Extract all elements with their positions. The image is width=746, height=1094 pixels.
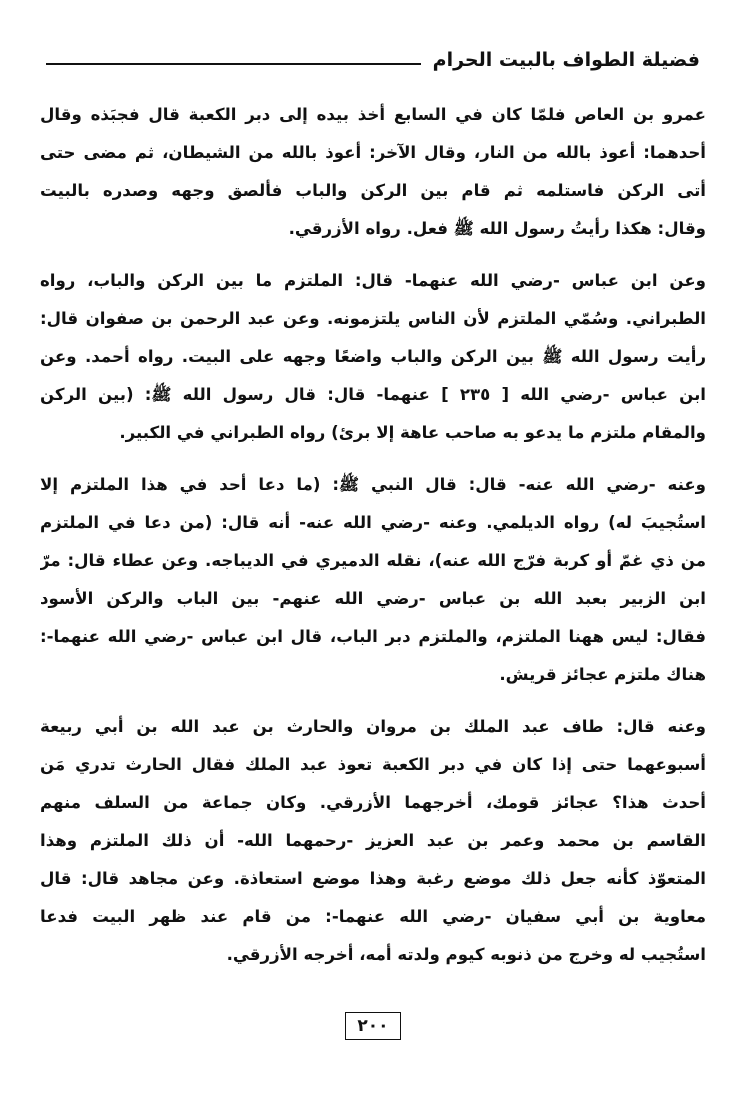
text-line: ابن عباس -رضي الله [ ٢٣٥ ] عنهما- قال: قال رسول الله ﷺ: (بين الركن — [40, 385, 706, 404]
page-number: ٢٠٠ — [345, 1012, 401, 1040]
text-line: وعنه -رضي الله عنه- قال: قال النبي ﷺ: (ما دعا أحد في هذا الملتزم إلا — [40, 475, 706, 494]
paragraph — [40, 466, 706, 694]
text-line: هناك ملتزم عجائز قريش. — [499, 665, 706, 684]
paragraph — [40, 708, 706, 974]
text-line: أحدث هذا؟ عجائز قومك، أخرجهما الأزرقي. وكان جماعة من السلف منهم — [40, 793, 706, 812]
body-text — [40, 96, 706, 988]
text-line: وقال: هكذا رأيتُ رسول الله ﷺ فعل. رواه الأزرقي. — [288, 219, 706, 238]
text-line: القاسم بن محمد وعمر بن عبد العزيز -رحمهما الله- أن ذلك الملتزم وهذا — [40, 831, 706, 850]
text-line: أحدهما: أعوذ بالله من النار، وقال الآخر: أعوذ بالله من الشيطان، ثم مضى حتى — [40, 143, 706, 162]
text-line: وعن ابن عباس -رضي الله عنهما- قال: الملتزم ما بين الركن والباب، رواه — [40, 271, 706, 290]
paragraph — [40, 262, 706, 452]
running-header — [46, 40, 700, 80]
header-rule — [46, 63, 421, 65]
header-title: فضيلة الطواف بالبيت الحرام — [432, 49, 700, 71]
text-line: وعنه قال: طاف عبد الملك بن مروان والحارث بن عبد الله بن أبي ربيعة — [40, 717, 706, 736]
text-line: أسبوعهما حتى إذا كان في دبر الكعبة تعوذ عبد الملك فقال الحارث تدري مَن — [40, 755, 706, 774]
paragraph — [40, 96, 706, 248]
footer — [0, 1012, 746, 1040]
text-line: معاوية بن أبي سفيان -رضي الله عنهما-: من قام عند ظهر البيت فدعا — [40, 907, 706, 926]
text-line: استُجيب له وخرج من ذنوبه كيوم ولدته أمه، أخرجه الأزرقي. — [226, 945, 706, 964]
text-line: استُجيبَ له) رواه الديلمي. وعنه -رضي الله عنه- أنه قال: (من دعا في الملتزم — [40, 513, 706, 532]
text-line: ابن الزبير بعبد الله بن عباس -رضي الله عنهم- بين الباب والركن الأسود — [40, 589, 706, 608]
text-line: أتى الركن فاستلمه ثم قام بين الركن والباب فألصق وجهه وصدره بالبيت — [40, 181, 706, 200]
text-line: والمقام ملتزم ما يدعو به صاحب عاهة إلا برئ) رواه الطبراني في الكبير. — [119, 423, 706, 442]
text-line: عمرو بن العاص فلمّا كان في السابع أخذ بيده إلى دبر الكعبة قال فجبَذه وقال — [40, 105, 706, 124]
text-line: الطبراني. وسُمّي الملتزم لأن الناس يلتزمونه. وعن عبد الرحمن بن صفوان قال: — [40, 309, 706, 328]
text-line: رأيت رسول الله ﷺ بين الركن والباب واضعًا وجهه على البيت. رواه أحمد. وعن — [40, 347, 706, 366]
text-line: فقال: ليس ههنا الملتزم، والملتزم دبر الباب، قال ابن عباس -رضي الله عنهما-: — [40, 627, 706, 646]
text-line: من ذي غمّ أو كربة فرّج الله عنه)، نقله الدميري في الديباجه. وعن عطاء قال: مرّ — [40, 551, 706, 570]
text-line: المتعوّذ كأنه جعل ذلك موضع رغبة وهذا موضع استعاذة. وعن مجاهد قال: قال — [40, 869, 706, 888]
